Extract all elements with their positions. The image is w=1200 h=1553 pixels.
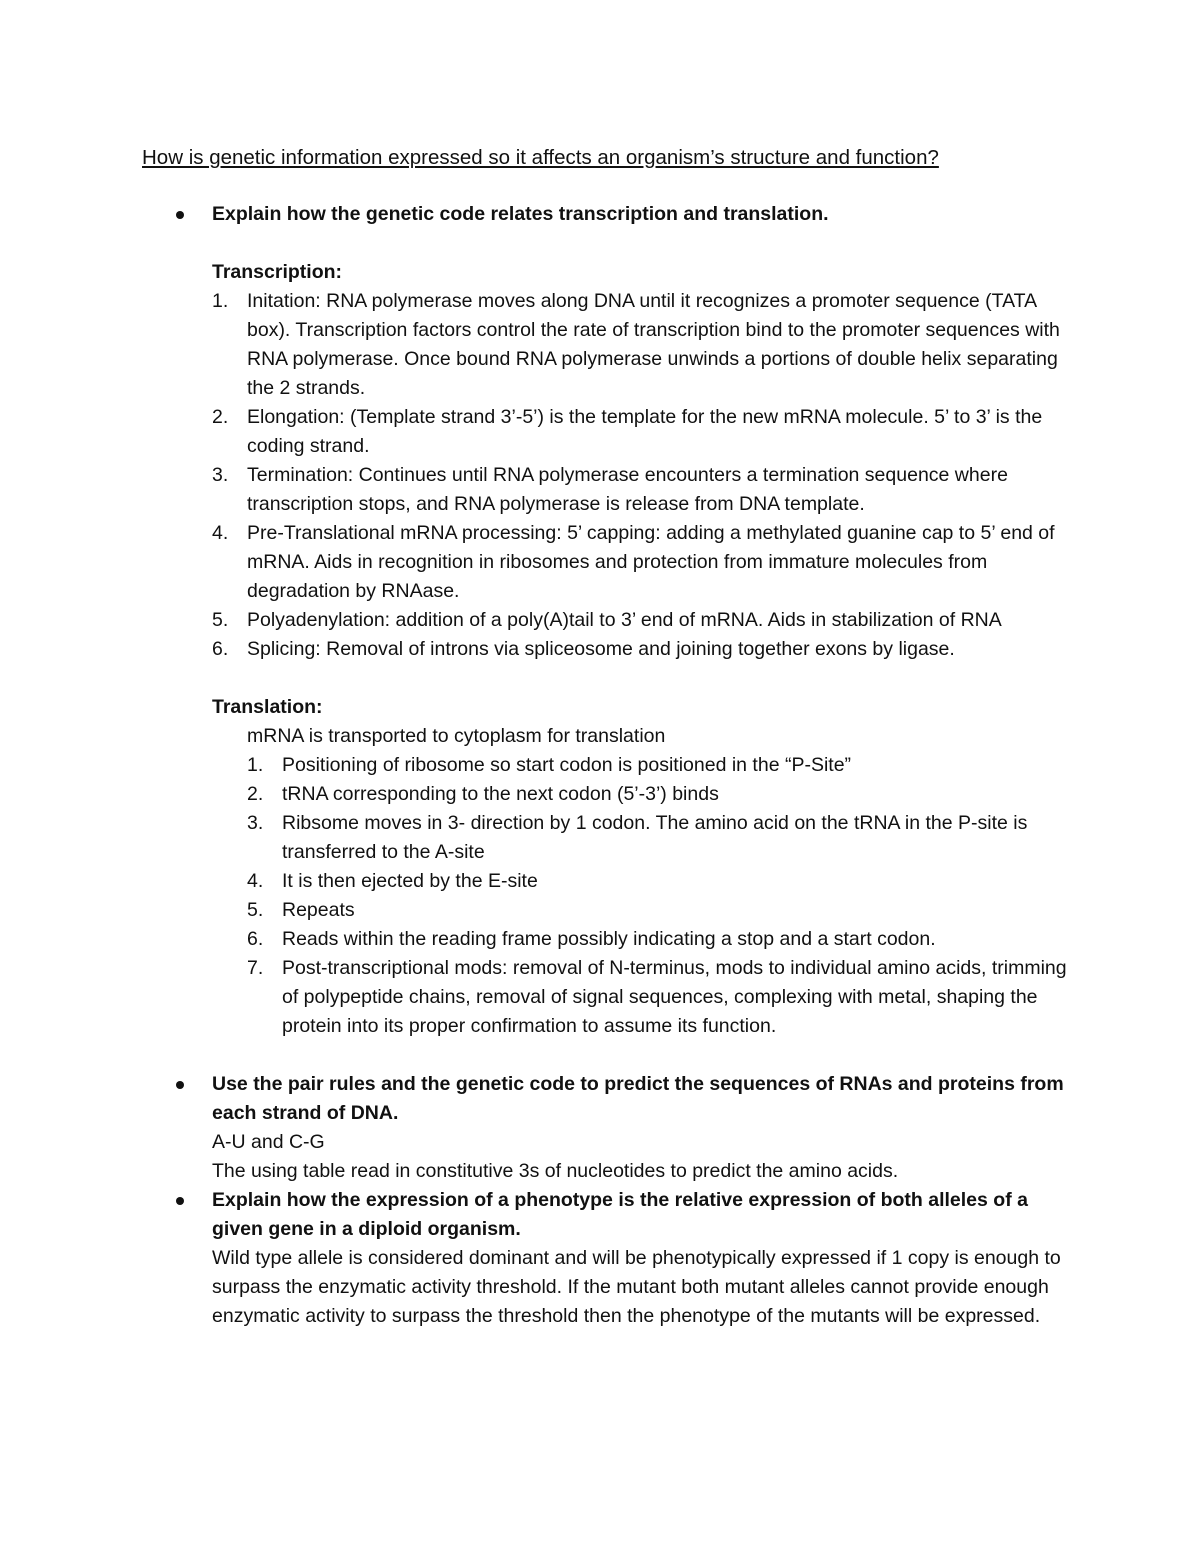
bullet-body: Wild type allele is considered dominant and will be phenotypically expressed if 1 copy is enough to surpass the enzymatic activity threshold. If the mutant both mutant alleles cannot provide enough enzymatic activity to surpass the threshold then the phenotype of the mutants will be expressed. [212, 1247, 1061, 1327]
list-item [247, 954, 1076, 1041]
bullet-dot-icon [176, 211, 184, 219]
section-heading: Transcription: [212, 261, 343, 283]
document-body [176, 200, 1076, 1331]
list-number: 3. [247, 812, 264, 834]
list-text: Ribsome moves in 3- direction by 1 codon. The amino acid on the tRNA in the P-site is transferred to the A-site [282, 812, 1028, 863]
list-text: Initation: RNA polymerase moves along DNA until it recognizes a promoter sequence (TATA box). Transcription factors control the rate of transcription bind to the promoter sequences with RNA polymerase. Once bound RNA polymerase unwinds a portions of double helix separating the 2 strands. [247, 290, 1060, 399]
list-number: 2. [247, 783, 264, 805]
list-number: 5. [247, 899, 264, 921]
list-item [247, 780, 1076, 809]
list-item [247, 809, 1076, 867]
bullet-heading: Use the pair rules and the genetic code to predict the sequences of RNAs and proteins from each strand of DNA. [212, 1073, 1064, 1124]
list-text: Polyadenylation: addition of a poly(A)tail to 3’ end of mRNA. Aids in stabilization of RNA [247, 609, 1002, 631]
list-item [212, 461, 1076, 519]
list-item [212, 606, 1076, 635]
transcription-list [212, 287, 1076, 664]
bullet-dot-icon [176, 1081, 184, 1089]
bullet-line: A-U and C-G [212, 1131, 325, 1153]
transcription-section [212, 258, 1076, 664]
bullet-line: The using table read in constitutive 3s of nucleotides to predict the amino acids. [212, 1160, 899, 1182]
list-item [247, 751, 1076, 780]
bullet-heading: Explain how the genetic code relates transcription and translation. [212, 203, 829, 225]
list-item [212, 287, 1076, 403]
section-heading: Translation: [212, 696, 323, 718]
list-item [212, 519, 1076, 606]
list-text: It is then ejected by the E-site [282, 870, 538, 892]
list-text: Positioning of ribosome so start codon is positioned in the “P-Site” [282, 754, 852, 776]
list-number: 2. [212, 406, 229, 428]
list-number: 4. [247, 870, 264, 892]
bullet-dot-icon [176, 1197, 184, 1205]
list-text: Pre-Translational mRNA processing: 5’ capping: adding a methylated guanine cap to 5’ end of mRNA. Aids in recognition in ribosomes and protection from immature molecules from degradation by RNAase. [247, 522, 1055, 602]
bullet-heading: Explain how the expression of a phenotype is the relative expression of both alleles of a given gene in a diploid organism. [212, 1189, 1028, 1240]
page-title: How is genetic information expressed so it affects an organism’s structure and function? [142, 146, 939, 169]
list-item [247, 867, 1076, 896]
list-text: Elongation: (Template strand 3’-5’) is the template for the new mRNA molecule. 5’ to 3’ is the coding strand. [247, 406, 1043, 457]
list-text: Reads within the reading frame possibly indicating a stop and a start codon. [282, 928, 936, 950]
bullet-item [176, 200, 1076, 229]
list-text: Post-transcriptional mods: removal of N-terminus, mods to individual amino acids, trimming of polypeptide chains, removal of signal sequences, complexing with metal, shaping the protein into its proper confirmation to assume its function. [282, 957, 1067, 1037]
list-item [212, 635, 1076, 664]
bullet-item [176, 1070, 1076, 1186]
list-text: Splicing: Removal of introns via spliceosome and joining together exons by ligase. [247, 638, 955, 660]
list-number: 1. [212, 290, 229, 312]
list-number: 5. [212, 609, 229, 631]
section-intro: mRNA is transported to cytoplasm for translation [247, 725, 666, 747]
translation-list [247, 751, 1076, 1041]
list-text: tRNA corresponding to the next codon (5’-3’) binds [282, 783, 719, 805]
list-item [212, 403, 1076, 461]
list-number: 6. [247, 928, 264, 950]
list-item [247, 925, 1076, 954]
list-number: 4. [212, 522, 229, 544]
list-number: 7. [247, 957, 264, 979]
list-text: Termination: Continues until RNA polymerase encounters a termination sequence where transcription stops, and RNA polymerase is release from DNA template. [247, 464, 1008, 515]
list-number: 3. [212, 464, 229, 486]
list-text: Repeats [282, 899, 355, 921]
list-number: 6. [212, 638, 229, 660]
list-item [247, 896, 1076, 925]
bullet-item [176, 1186, 1076, 1331]
translation-section [212, 693, 1076, 1041]
list-number: 1. [247, 754, 264, 776]
